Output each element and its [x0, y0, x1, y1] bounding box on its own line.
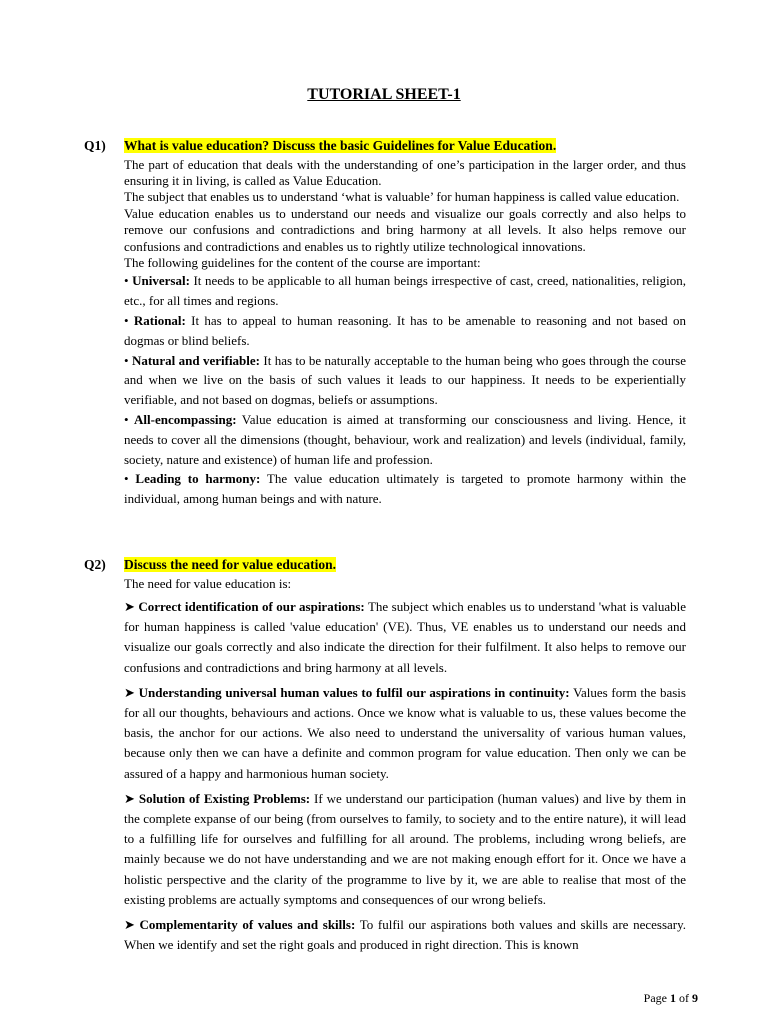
paragraph: The following guidelines for the content of the course are important: [124, 254, 481, 270]
question-heading: What is value education? Discuss the basic Guidelines for Value Education. [124, 138, 557, 153]
point-lead: Correct identification of our aspirations: [138, 598, 365, 614]
guideline-item [124, 311, 686, 351]
question-number: Q2) [84, 557, 106, 572]
bullet-lead: Natural and verifiable: [131, 352, 261, 368]
question-number: Q1) [84, 138, 106, 153]
point-text: If we understand our participation (human values) and live by them in the complete expanse of our being (from ourselves to family, to society and to the entire nature), it will lead to a fulfilling life for ourselves and fulfilling for all around. The problems, including wrong beliefs, are mainly because we do not have understanding and we are not making enough effort for it. Once we have a holistic perspective and the clarity of the programme to live by it, we are able to realise that most of the existing problems are actually symptoms and consequences of our wrong beliefs. [124, 790, 686, 907]
arrow-mark: ➤ [124, 684, 139, 700]
paragraph: The part of education that deals with the understanding of one’s participation in the larger order, and thus ensuring it in living, is called as Value Education. [124, 156, 686, 188]
bullet-lead: Rational: [133, 312, 186, 328]
page-number: 1 [670, 991, 676, 1005]
question-heading: Discuss the need for value education. [124, 557, 337, 572]
page-title: TUTORIAL SHEET-1 [307, 86, 461, 103]
point-lead: Complementarity of values and skills: [139, 916, 356, 932]
bullet-text: It needs to be applicable to all human beings irrespective of cast, creed, nationalities, religion, etc., for all times and regions. [124, 273, 686, 309]
guideline-item [124, 410, 686, 469]
question-1 [84, 138, 686, 509]
guideline-item [124, 271, 686, 311]
bullet-mark: • [124, 273, 133, 289]
arrow-mark: ➤ [124, 598, 139, 614]
question-body [124, 138, 686, 509]
page-of-label: of [676, 991, 692, 1005]
need-point [124, 915, 686, 955]
bullet-mark: • [124, 411, 135, 427]
need-point [124, 683, 686, 784]
bullet-lead: All-encompassing: [134, 411, 237, 427]
point-lead: Solution of Existing Problems: [138, 790, 311, 806]
question-body [124, 557, 686, 955]
bullet-lead: Leading to harmony: [135, 471, 261, 487]
bullet-mark: • [124, 312, 134, 328]
bullet-text: It has to appeal to human reasoning. It has to be amenable to reasoning and not based on dogmas or blind beliefs. [124, 312, 686, 348]
paragraph: The subject that enables us to understand ‘what is valuable’ for human happiness is called value education. [124, 189, 680, 205]
bullet-mark: • [124, 352, 132, 368]
point-text: To fulfil our aspirations both values and skills are necessary. When we identify and set the right goals and produced in right direction. This is known [124, 916, 687, 953]
need-point [124, 597, 686, 678]
bullet-text: The value education ultimately is targeted to promote harmony within the individual, among human beings and with nature. [124, 471, 686, 507]
page-footer [644, 991, 698, 1006]
point-text: The subject which enables us to understand 'what is valuable for human happiness is called 'value education' (VE). Thus, VE enables us to understand our needs and visualize our goals correctly and also indicate the direction for their fulfilment. It also helps to remove our confusions and contradictions and bring harmony at all levels. [124, 598, 686, 675]
bullet-text: It has to be naturally acceptable to the human being who goes through the course and when we live on the basis of such values it leads to our happiness. It needs to be experientially verifiable, and not based on dogmas, beliefs or assumptions. [124, 352, 687, 408]
bullet-mark: • [124, 471, 136, 487]
paragraph: The need for value education is: [124, 575, 292, 591]
bullet-text: Value education is aimed at transforming our consciousness and living. Hence, it needs to cover all the dimensions (thought, behaviour, work and realization) and levels (individual, family, society, nature and existence) of human life and profession. [124, 411, 686, 467]
guideline-item [124, 469, 686, 509]
arrow-mark: ➤ [124, 916, 140, 932]
guideline-item [124, 351, 686, 410]
page-total: 9 [692, 991, 698, 1005]
need-point [124, 789, 686, 910]
point-lead: Understanding universal human values to fulfil our aspirations in continuity: [138, 684, 570, 700]
paragraph: Value education enables us to understand our needs and visualize our goals correctly and also helps to remove our confusions and contradictions and bring harmony at all levels. It also helps remove our confusions and contradictions and enables us to rightly utilize technological innovations. [124, 205, 686, 254]
point-text: Values form the basis for all our thoughts, behaviours and actions. Once we know what is valuable to us, these values become the basis, the anchor for our actions. We also need to understand the universality of various human values, because only then we can have a definite and common program for value education. Then only we can be assured of a happy and harmonious human society. [124, 684, 686, 781]
bullet-lead: Universal: [132, 273, 190, 289]
arrow-mark: ➤ [124, 790, 139, 806]
question-2 [84, 557, 686, 955]
page-label: Page [643, 991, 670, 1005]
